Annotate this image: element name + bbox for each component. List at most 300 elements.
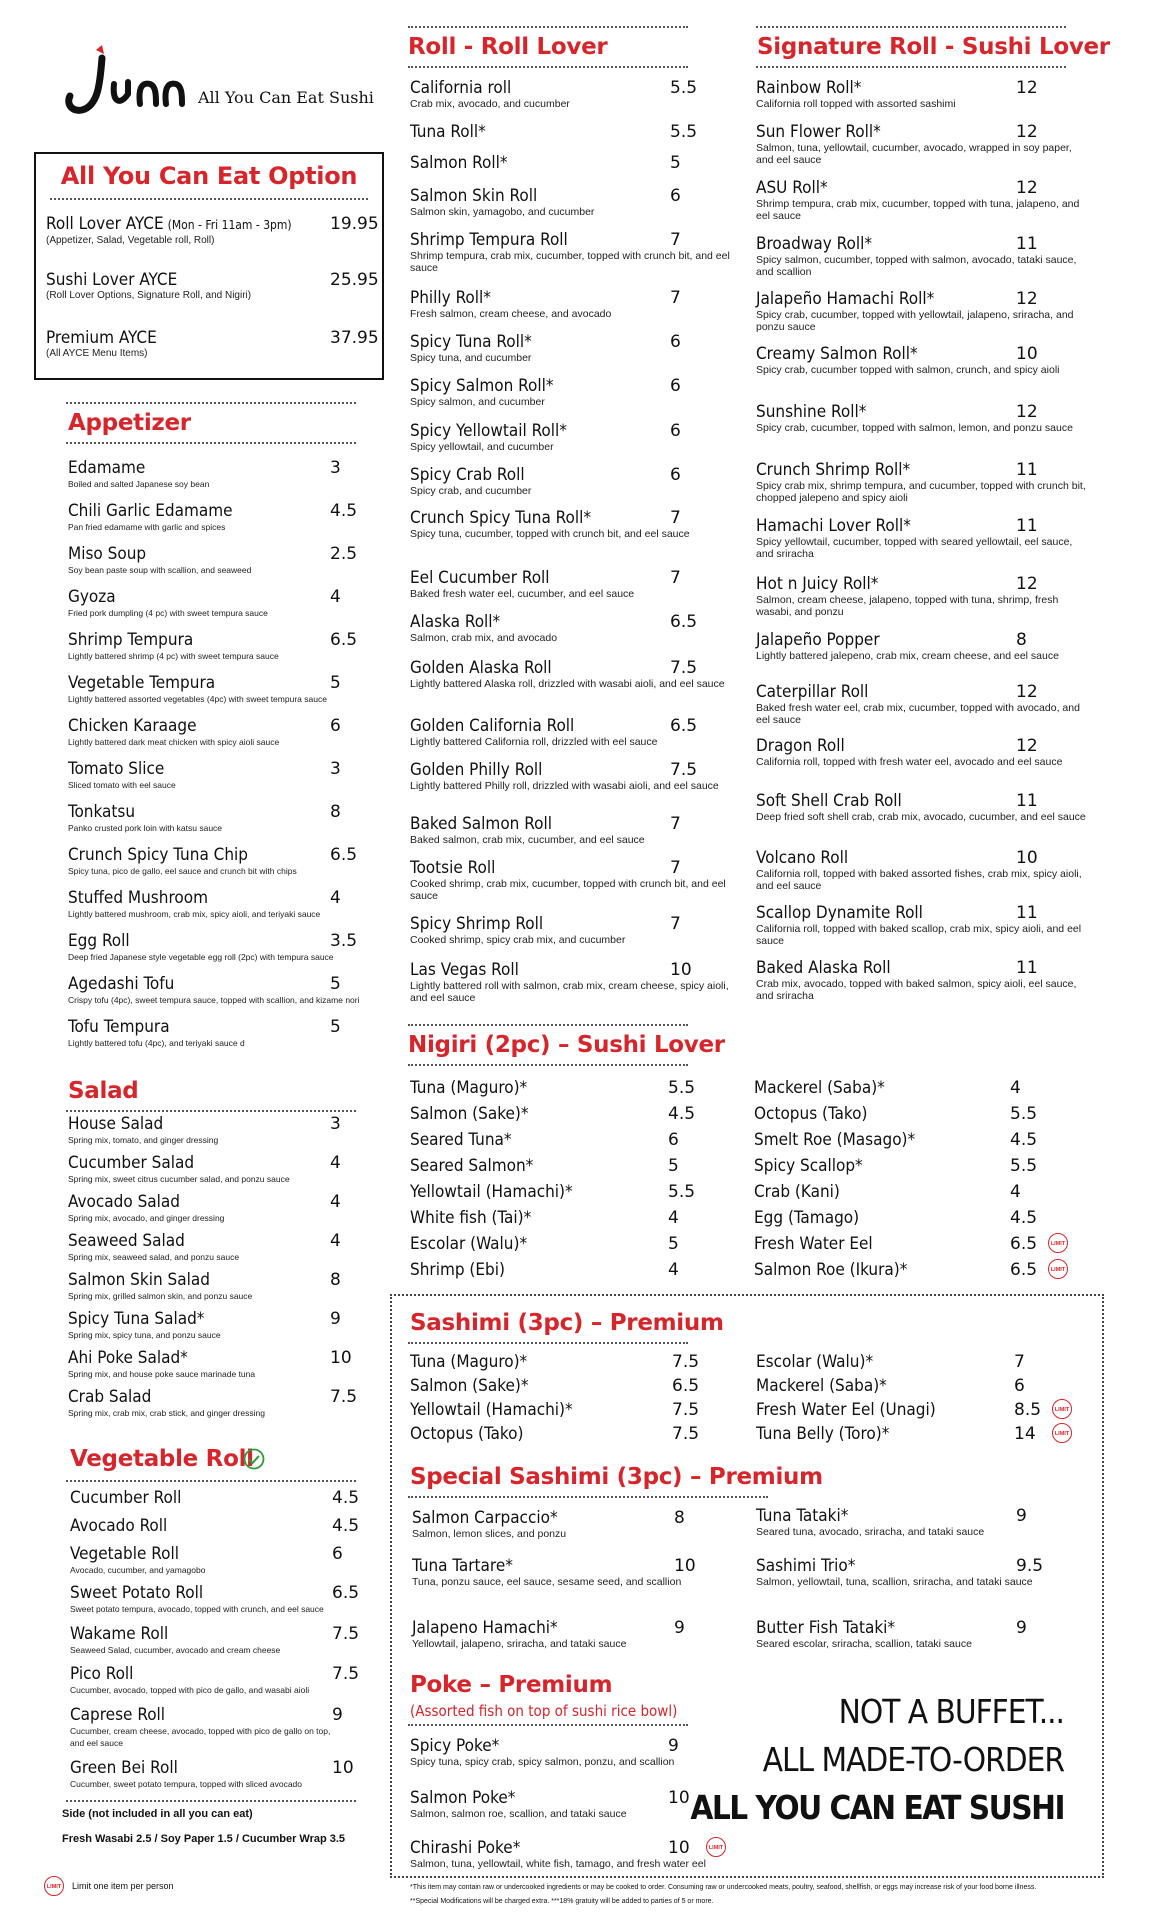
item-price: 12 [1016,178,1038,198]
item-price: 9 [1016,1506,1027,1526]
menu-item [756,1506,1056,1538]
item-description: Seared tuna, avocado, sriracha, and tataki sauce [756,1526,985,1538]
item-description: Sweet potato tempura, avocado, topped with crunch, and eel sauce [70,1604,324,1614]
menu-item [410,1130,708,1150]
item-price: 4.5 [332,1488,360,1508]
item-name: Salmon (Sake)* [410,1104,529,1124]
poke-subtitle: (Assorted fish on top of sushi rice bowl) [410,1702,678,1720]
item-name: Spicy Crab Roll [410,465,525,485]
item-price: 7 [670,230,681,250]
item-name: Tuna Roll* [410,122,486,142]
item-name: Spicy Yellowtail Roll* [410,421,567,441]
item-price: 12 [1016,736,1038,756]
item-name: Egg Roll [68,931,130,951]
menu-item [756,78,1056,110]
appetizer-title: Appetizer [68,410,191,436]
item-name: Sashimi Trio* [756,1556,856,1576]
item-name: Baked Alaska Roll [756,958,891,978]
item-description: Lightly battered jalepeno, crab mix, cream cheese, and eel sauce [756,650,1059,662]
item-price: 7 [670,568,681,588]
roll-divider [408,66,688,68]
menu-item [410,1838,724,1870]
item-price: 6.5 [330,630,358,650]
item-price: 5.5 [668,1182,696,1202]
nigiri-divider [408,1064,688,1066]
item-description: Salmon, yellowtail, tuna, scallion, sriracha, and tataki sauce [756,1576,1033,1588]
ayce-option [46,214,379,247]
item-price: 6 [332,1544,343,1564]
item-name: Tuna (Maguro)* [410,1352,528,1372]
item-name: Spicy Poke* [410,1736,500,1756]
menu-item [756,1424,1070,1444]
menu-item [410,1156,708,1176]
item-name: Jalapeño Hamachi Roll* [756,289,935,309]
menu-item [410,1078,708,1098]
item-description: Crab mix, avocado, topped with baked salmon, spicy aioli, eel sauce, and sriracha [756,978,1077,1002]
menu-item [410,1260,708,1280]
ayce-option-name: Roll Lover AYCE [46,214,164,234]
limit-icon: LIMIT [1048,1259,1068,1279]
menu-item [68,1231,370,1263]
item-description: Cucumber, sweet potato tempura, topped with sliced avocado [70,1779,302,1789]
item-description: Baked salmon, crab mix, cucumber, and eel sauce [410,834,645,846]
slogan-line-1: NOT A BUFFET... [838,1692,1064,1731]
ayce-box [34,152,384,380]
roll-top-divider [408,26,688,28]
item-name: Spicy Shrimp Roll [410,914,544,934]
item-price: 6.5 [332,1583,360,1603]
poke-title: Poke – Premium [410,1672,613,1698]
item-description: Fresh salmon, cream cheese, and avocado [410,308,612,320]
item-name: Spicy Scallop* [754,1156,863,1176]
item-price: 11 [1016,903,1038,923]
item-price: 6.5 [670,612,698,632]
item-name: Seared Tuna* [410,1130,512,1150]
item-price: 4 [668,1260,679,1280]
ayce-option [46,270,379,302]
item-name: Vegetable Tempura [68,673,216,693]
limit-icon: LIMIT [44,1876,64,1896]
vegroll-divider [66,1480,356,1482]
item-description: Spring mix, grilled salmon skin, and ponzu sauce [68,1291,253,1301]
item-price: 10 [1016,344,1038,364]
menu-item [410,1788,708,1820]
item-name: Sweet Potato Roll [70,1583,204,1603]
menu-item [410,376,710,408]
menu-item [412,1556,714,1588]
menu-item [410,1424,712,1444]
ayce-divider [50,198,368,200]
item-name: Salmon Poke* [410,1788,516,1808]
menu-item [410,1400,712,1420]
item-price: 3.5 [330,931,358,951]
item-price: 10 [1016,848,1038,868]
item-price: 8 [674,1508,685,1528]
item-price: 9 [332,1705,343,1725]
appetizer-top-divider [66,402,356,404]
item-description: Soy bean paste soup with scallion, and seaweed [68,565,252,575]
item-price: 5.5 [1010,1104,1038,1124]
menu-item [756,958,1077,1002]
item-name: Jalapeno Hamachi* [412,1618,558,1638]
item-name: Crab (Kani) [754,1182,840,1202]
sashimi-divider [408,1342,688,1344]
item-name: Salmon Roe (Ikura)* [754,1260,908,1280]
item-description: Lightly battered shrimp (4 pc) with sweet tempura sauce [68,651,279,661]
item-name: Spicy Tuna Salad* [68,1309,205,1329]
item-price: 4.5 [1010,1130,1038,1150]
item-description: Fried pork dumpling (4 pc) with sweet tempura sauce [68,608,268,618]
item-description: Salmon, crab mix, and avocado [410,632,558,644]
item-price: 4.5 [332,1516,360,1536]
menu-item [68,1309,370,1341]
limit-icon: LIMIT [1052,1399,1072,1419]
item-description: Cucumber, avocado, topped with pico de gallo, and wasabi aioli [70,1685,310,1695]
menu-item [756,630,1059,662]
brand-tagline: All You Can Eat Sushi [198,88,374,107]
menu-item [410,186,710,218]
menu-item [68,1192,370,1224]
item-price: 12 [1016,402,1038,422]
item-name: Shrimp (Ebi) [410,1260,505,1280]
limit-icon: LIMIT [1052,1423,1072,1443]
logo [62,44,192,122]
item-name: Gyoza [68,587,116,607]
item-price: 11 [1016,791,1038,811]
menu-item [68,587,370,619]
item-name: Pico Roll [70,1664,134,1684]
menu-item [410,914,710,946]
ayce-option-price: 25.95 [330,270,379,290]
menu-item [756,791,1086,823]
item-name: Seaweed Salad [68,1231,185,1251]
menu-item [410,508,710,540]
item-name: Dragon Roll [756,736,845,756]
menu-item [412,1508,714,1540]
item-description: Tuna, ponzu sauce, eel sauce, sesame seed, and scallion [412,1576,682,1588]
menu-item [68,845,370,877]
menu-item [68,759,370,791]
menu-item [70,1544,372,1576]
item-price: 6.5 [1010,1260,1038,1280]
menu-item [756,848,1082,892]
item-price: 7.5 [332,1664,360,1684]
limit-note: Limit one item per person [72,1881,174,1891]
menu-item [70,1488,372,1508]
item-price: 7.5 [332,1624,360,1644]
menu-item [68,1270,370,1302]
menu-item [68,1017,370,1049]
menu-item [410,760,719,792]
item-price: 7 [670,288,681,308]
menu-item [754,1208,1050,1228]
ayce-option-price: 19.95 [330,214,379,234]
item-name: House Salad [68,1114,164,1134]
item-description: Seaweed Salad, cucumber, avocado and cream cheese [70,1645,281,1655]
item-name: Creamy Salmon Roll* [756,344,918,364]
menu-item [410,1234,708,1254]
item-name: Mackerel (Saba)* [754,1078,885,1098]
item-price: 7 [670,914,681,934]
item-description: Pan fried edamame with garlic and spices [68,522,226,532]
item-name: Crunch Shrimp Roll* [756,460,911,480]
item-name: White fish (Tai)* [410,1208,532,1228]
menu-item [756,289,1074,333]
limit-icon: LIMIT [706,1837,726,1857]
item-description: Spicy crab, cucumber topped with salmon, crunch, and spicy aioli [756,364,1060,376]
item-description: Lightly battered California roll, drizzled with eel sauce [410,736,658,748]
item-price: 7.5 [330,1387,358,1407]
item-name: Miso Soup [68,544,147,564]
item-price: 12 [1016,574,1038,594]
item-name: Jalapeño Popper [756,630,880,650]
menu-item [756,682,1080,726]
item-price: 11 [1016,516,1038,536]
item-price: 4 [1010,1182,1021,1202]
item-name: Butter Fish Tataki* [756,1618,896,1638]
menu-item [68,931,370,963]
item-price: 5 [330,673,341,693]
item-price: 6 [670,421,681,441]
item-price: 8 [1016,630,1027,650]
footnote-modifications: **Special Modifications will be charged extra. ***18% gratuity will be added to parties of 5 or more. [410,1898,714,1905]
item-name: Golden California Roll [410,716,575,736]
slogan-line-2: ALL MADE-TO-ORDER [762,1740,1064,1779]
item-price: 9 [668,1736,679,1756]
item-price: 12 [1016,78,1038,98]
item-price: 3 [330,759,341,779]
item-name: Spicy Tuna Roll* [410,332,532,352]
menu-item [70,1705,372,1749]
nigiri-title: Nigiri (2pc) – Sushi Lover [408,1032,725,1058]
nigiri-top-divider [408,1024,688,1026]
menu-item [756,234,1077,278]
item-name: Crab Salad [68,1387,152,1407]
item-price: 7.5 [672,1400,700,1420]
item-description: Spring mix, avocado, and ginger dressing [68,1213,225,1223]
item-name: Broadway Roll* [756,234,872,254]
item-price: 6 [330,716,341,736]
item-price: 10 [668,1838,690,1858]
item-name: Wakame Roll [70,1624,169,1644]
menu-item [68,888,370,920]
menu-item [410,658,725,690]
salad-title: Salad [68,1078,139,1104]
item-price: 9 [330,1309,341,1329]
footnote-raw: *This item may contain raw or undercooked ingredients or may be cooked to order. Consuming raw or undercooked meats, poultry, seafood, shellfish, or eggs may increase risk of your food borne illness. [410,1884,1037,1891]
ayce-option-line [46,270,376,290]
poke-divider [408,1724,688,1726]
menu-item [410,1352,712,1372]
menu-item [410,122,710,142]
item-description: Lightly battered assorted vegetables (4pc) with sweet tempura sauce [68,694,327,704]
item-price: 6 [670,465,681,485]
item-description: Spicy crab, cucumber, topped with salmon, lemon, and ponzu sauce [756,422,1073,434]
item-price: 5 [330,1017,341,1037]
item-price: 4.5 [330,501,358,521]
item-name: Chirashi Poke* [410,1838,521,1858]
menu-item [410,960,729,1004]
item-name: Caprese Roll [70,1705,166,1725]
item-name: Avocado Roll [70,1516,168,1536]
item-price: 5 [670,153,681,173]
item-price: 6.5 [672,1376,700,1396]
item-price: 4 [330,1231,341,1251]
item-description: Spicy tuna, cucumber, topped with crunch bit, and eel sauce [410,528,690,540]
item-name: Crunch Spicy Tuna Roll* [410,508,592,528]
item-name: Vegetable Roll [70,1544,179,1564]
item-price: 4.5 [1010,1208,1038,1228]
item-price: 8 [330,802,341,822]
item-name: Tuna Tataki* [756,1506,849,1526]
menu-item [410,858,726,902]
menu-item [756,516,1073,560]
item-price: 4 [330,587,341,607]
menu-item [70,1583,372,1615]
item-description: Shrimp tempura, crab mix, cucumber, topped with tuna, jalapeno, and eel sauce [756,198,1080,222]
menu-item [70,1624,372,1656]
item-description: Spring mix, and house poke sauce marinade tuna [68,1369,256,1379]
item-name: Rainbow Roll* [756,78,862,98]
signature-divider [756,66,1066,68]
menu-item [70,1664,372,1696]
menu-item [70,1758,372,1790]
menu-item [754,1260,1066,1280]
ayce-option-desc: (Roll Lover Options, Signature Roll, and Nigiri) [46,290,252,301]
ayce-title: All You Can Eat Option [60,162,358,190]
item-description: Baked fresh water eel, crab mix, cucumber, topped with avocado, and eel sauce [756,702,1080,726]
item-name: Alaska Roll* [410,612,501,632]
item-price: 6.5 [670,716,698,736]
item-price: 4 [330,1153,341,1173]
item-price: 6 [1014,1376,1025,1396]
item-name: Scallop Dynamite Roll [756,903,923,923]
item-name: Hamachi Lover Roll* [756,516,911,536]
item-name: Chili Garlic Edamame [68,501,233,521]
item-name: Green Bei Roll [70,1758,178,1778]
slogan-line-3: ALL YOU CAN EAT SUSHI [690,1788,1064,1827]
item-description: Deep fried Japanese style vegetable egg roll (2pc) with tempura sauce [68,952,334,962]
item-description: Spicy tuna, and cucumber [410,352,532,364]
item-name: Tomato Slice [68,759,165,779]
item-name: Tootsie Roll [410,858,496,878]
ayce-option-desc: (Appetizer, Salad, Vegetable roll, Roll) [46,235,215,246]
item-name: Escolar (Walu)* [756,1352,874,1372]
item-name: Soft Shell Crab Roll [756,791,902,811]
item-price: 11 [1016,460,1038,480]
menu-item [756,460,1086,504]
item-description: California roll, topped with baked assorted fishes, crab mix, spicy aioli, and eel sauce [756,868,1082,892]
item-price: 6.5 [1010,1234,1038,1254]
menu-item [68,544,370,576]
menu-item [754,1078,1050,1098]
item-price: 5.5 [668,1078,696,1098]
item-price: 6 [670,186,681,206]
item-price: 7.5 [672,1424,700,1444]
item-price: 7 [670,814,681,834]
item-price: 10 [332,1758,354,1778]
menu-item [410,288,710,320]
menu-item [410,78,710,110]
signature-title: Signature Roll - Sushi Lover [757,34,1110,60]
menu-item [410,1376,712,1396]
item-description: Lightly battered Alaska roll, drizzled with wasabi aioli, and eel sauce [410,678,725,690]
item-name: Caterpillar Roll [756,682,869,702]
ayce-option-price: 37.95 [330,328,379,348]
appetizer-divider [66,442,356,444]
item-name: Salmon (Sake)* [410,1376,529,1396]
item-name: Baked Salmon Roll [410,814,552,834]
ayce-option-name: Sushi Lover AYCE [46,270,178,290]
item-description: Lightly battered tofu (4pc), and teriyaki sauce d [68,1038,245,1048]
item-description: Salmon, tuna, yellowtail, white fish, tamago, and fresh water eel [410,1858,706,1870]
ayce-option-name: Premium AYCE [46,328,157,348]
item-price: 7 [1014,1352,1025,1372]
menu-item [756,1376,1054,1396]
menu-item [410,716,710,748]
menu-item [410,1104,708,1124]
item-name: Fresh Water Eel [754,1234,873,1254]
item-name: Salmon Skin Roll [410,186,538,206]
item-description: California roll, topped with baked scallop, crab mix, spicy aioli, and eel sauce [756,923,1082,947]
item-name: Agedashi Tofu [68,974,175,994]
menu-item [410,814,710,846]
item-name: Seared Salmon* [410,1156,534,1176]
item-price: 10 [668,1788,690,1808]
menu-item [756,736,1063,768]
item-name: Golden Philly Roll [410,760,543,780]
item-price: 12 [1016,682,1038,702]
menu-item [410,332,710,364]
item-price: 7 [670,508,681,528]
item-name: Tonkatsu [68,802,136,822]
menu-item [756,903,1082,947]
menu-item [410,1736,708,1768]
item-price: 14 [1014,1424,1036,1444]
item-description: Lightly battered Philly roll, drizzled with wasabi aioli, and eel sauce [410,780,719,792]
item-price: 5.5 [670,78,698,98]
special-divider [408,1496,768,1498]
item-name: Sunshine Roll* [756,402,867,422]
item-name: Stuffed Mushroom [68,888,208,908]
menu-item [410,421,710,453]
menu-item [756,1618,1056,1650]
menu-item [756,122,1072,166]
item-name: Crunch Spicy Tuna Chip [68,845,249,865]
item-price: 12 [1016,122,1038,142]
item-description: Spicy yellowtail, cucumber, topped with seared yellowtail, eel sauce, and sriracha [756,536,1073,560]
menu-item [756,402,1073,434]
item-name: Avocado Salad [68,1192,180,1212]
item-name: Golden Alaska Roll [410,658,552,678]
menu-item [68,1114,370,1146]
menu-item [68,458,370,490]
item-description: Yellowtail, jalapeno, sriracha, and tataki sauce [412,1638,627,1650]
vegetarian-check-icon [243,1448,265,1474]
item-name: Smelt Roe (Masago)* [754,1130,916,1150]
item-price: 5 [330,974,341,994]
item-name: Eel Cucumber Roll [410,568,550,588]
menu-item [410,568,710,600]
item-price: 6 [668,1130,679,1150]
special-title: Special Sashimi (3pc) – Premium [410,1464,823,1490]
item-description: Spicy crab, cucumber, topped with yellowtail, jalapeno, sriracha, and ponzu sauce [756,309,1074,333]
item-price: 10 [670,960,692,980]
item-description: Lightly battered mushroom, crab mix, spicy aioli, and teriyaki sauce [68,909,321,919]
menu-item [410,230,730,274]
item-price: 9 [1016,1618,1027,1638]
side-items: Fresh Wasabi 2.5 / Soy Paper 1.5 / Cucumber Wrap 3.5 [62,1833,346,1845]
